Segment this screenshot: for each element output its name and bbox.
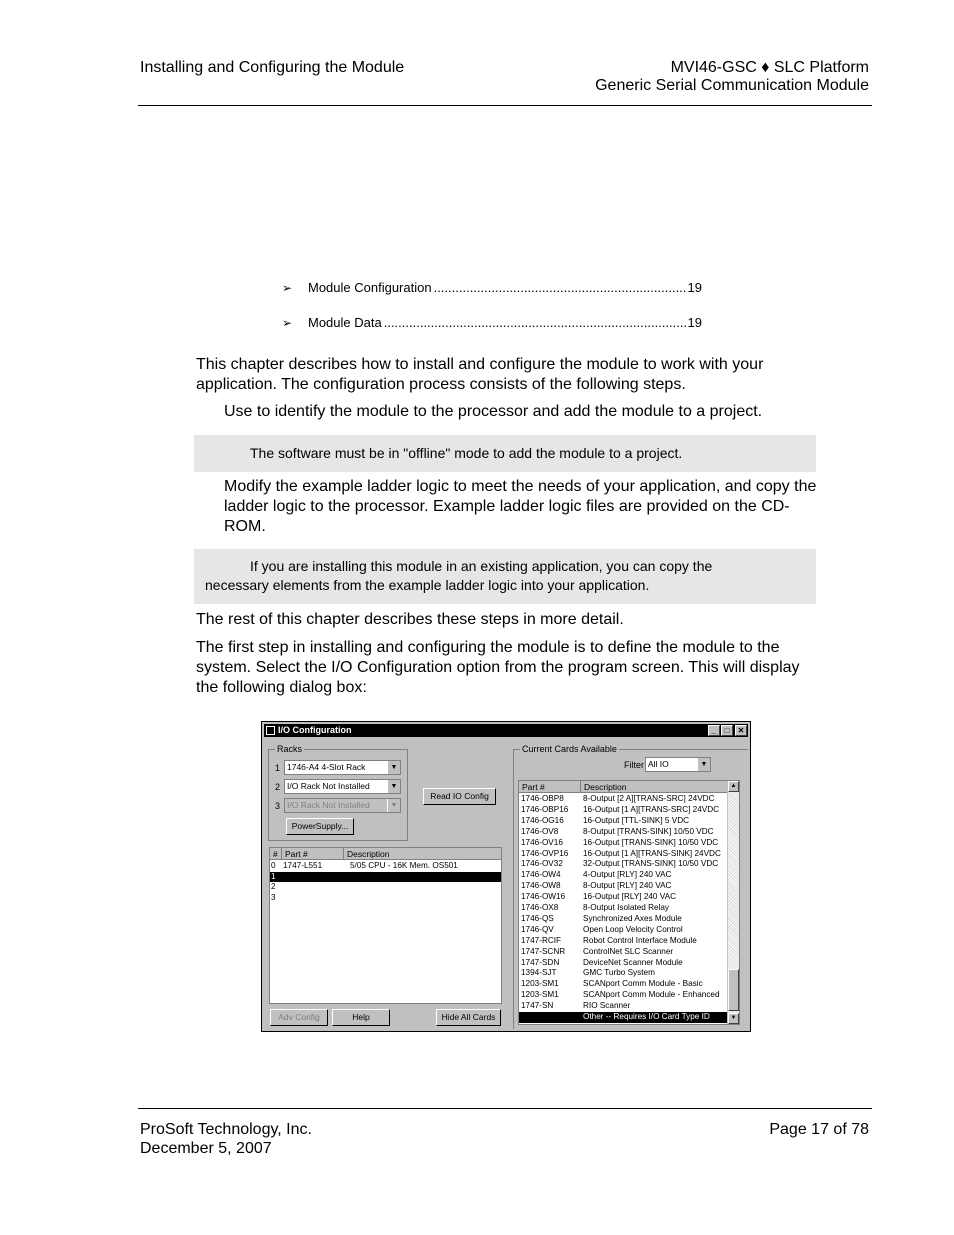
note-existing-application: [194, 549, 816, 604]
rack-2-number: 2: [275, 782, 281, 792]
first-step-paragraph: The first step in installing and configuring the module is to define the module to the system. Select the I/O Configuration option from the program screen. This will display the following dialog box:: [196, 639, 800, 696]
arrow-bullet-icon: ➢: [282, 281, 293, 295]
card-desc: 16-Output [TTL-SINK] 5 VDC: [583, 815, 690, 825]
card-part: 1746-OG16: [521, 815, 564, 825]
rack-1-select[interactable]: [284, 760, 401, 775]
window-icon: [266, 726, 275, 735]
scroll-down-icon[interactable]: ▼: [728, 1013, 739, 1024]
card-row[interactable]: [519, 827, 727, 838]
card-part: 1746-QV: [521, 924, 554, 934]
filter-value: All IO: [648, 759, 669, 769]
toc-label: Module Configuration: [308, 280, 432, 295]
power-supply-button[interactable]: PowerSupply...: [286, 818, 354, 835]
note-text: The software must be in "offline" mode to add the module to a project.: [250, 445, 683, 461]
card-part: 1394-SJT: [521, 968, 557, 978]
footer-rule: [138, 1108, 872, 1109]
card-desc: RIO Scanner: [583, 1001, 631, 1011]
toc-leader: [384, 315, 686, 330]
hide-all-cards-button[interactable]: Hide All Cards: [436, 1009, 501, 1026]
card-desc: Robot Control Interface Module: [583, 935, 697, 945]
read-io-config-button[interactable]: Read IO Config: [423, 788, 496, 805]
slots-header-part[interactable]: Part #: [282, 848, 344, 860]
rack-3-select: [284, 798, 401, 813]
chevron-down-icon[interactable]: ▼: [387, 761, 400, 774]
scroll-thumb[interactable]: [728, 969, 739, 1011]
card-row[interactable]: [519, 925, 727, 936]
slots-header-desc[interactable]: Description: [344, 848, 502, 860]
note-text-line2: necessary elements from the example ladder logic into your application.: [205, 577, 650, 593]
rack-1-value: 1746-A4 4-Slot Rack: [287, 762, 366, 772]
step-2: Modify the example ladder logic to meet the needs of your application, and copy the ladder logic to the processor. Example ladder logic files are provided on the CD-ROM.: [224, 478, 817, 535]
card-row[interactable]: [519, 903, 727, 914]
step-1: Use to identify the module to the processor and add the module to a project.: [224, 403, 763, 420]
io-configuration-dialog: [261, 721, 751, 1032]
intro-paragraph: This chapter describes how to install and configure the module to work with your application. The configuration process consists of the following steps.: [196, 356, 764, 393]
current-cards-legend: Current Cards Available: [522, 744, 617, 754]
card-row[interactable]: [519, 914, 727, 925]
card-part: 1746-OW8: [521, 881, 561, 891]
chevron-down-icon[interactable]: ▼: [697, 758, 710, 771]
rack-2-value: I/O Rack Not Installed: [287, 781, 370, 791]
card-desc: 32-Output [TRANS-SINK] 10/50 VDC: [583, 859, 719, 869]
cards-list[interactable]: [518, 780, 740, 1025]
card-row[interactable]: [519, 936, 727, 947]
card-desc: 8-Output Isolated Relay: [583, 903, 670, 912]
dialog-titlebar[interactable]: [264, 724, 748, 737]
note-offline: [194, 435, 816, 472]
slot-num: 1: [271, 871, 276, 881]
card-row[interactable]: [519, 849, 727, 860]
scroll-up-icon[interactable]: ▲: [728, 781, 739, 792]
card-row[interactable]: [519, 1001, 727, 1012]
racks-legend: Racks: [277, 744, 303, 754]
card-row[interactable]: [519, 892, 727, 903]
slot-row[interactable]: [270, 893, 501, 904]
card-row[interactable]: [519, 958, 727, 969]
card-part: 1746-OV32: [521, 859, 563, 869]
cards-scrollbar[interactable]: [727, 781, 739, 1024]
slots-list[interactable]: [269, 847, 502, 1004]
card-part: 1203-SM1: [521, 990, 559, 1000]
card-row[interactable]: [519, 881, 727, 892]
toc-page: 19: [687, 315, 702, 330]
card-desc: ControlNet SLC Scanner: [583, 946, 674, 956]
header-subtitle: Generic Serial Communication Module: [595, 77, 869, 94]
card-desc: 16-Output [1 A][TRANS-SINK] 24VDC: [583, 848, 721, 858]
slot-row[interactable]: [270, 882, 501, 893]
slots-header-num[interactable]: #: [270, 848, 282, 860]
card-row[interactable]: [519, 859, 727, 870]
card-row[interactable]: [519, 947, 727, 958]
card-part: 1746-OV8: [521, 826, 559, 836]
header-product: MVI46-GSC ♦ SLC Platform: [670, 59, 869, 76]
card-desc: Synchronized Axes Module: [583, 913, 682, 923]
card-desc: 8-Output [2 A][TRANS-SRC] 24VDC: [583, 794, 715, 803]
card-part: 1747-SDN: [521, 957, 560, 967]
footer-company: ProSoft Technology, Inc.: [140, 1121, 312, 1138]
dialog-title: I/O Configuration: [278, 725, 352, 735]
slot-desc: 5/05 CPU - 16K Mem. OS501: [350, 861, 458, 870]
card-part: 1746-OX8: [521, 903, 559, 912]
close-icon[interactable]: ✕: [735, 725, 747, 736]
card-part: 1746-OW16: [521, 892, 566, 902]
cards-header-desc[interactable]: Description: [581, 781, 729, 793]
note-text-line1: If you are installing this module in an existing application, you can copy the: [250, 558, 713, 574]
card-row[interactable]: [519, 870, 727, 881]
slot-row[interactable]: [270, 872, 501, 883]
filter-select[interactable]: [645, 757, 711, 772]
cards-header-part[interactable]: Part #: [519, 781, 581, 793]
header-rule: [138, 105, 872, 106]
card-desc: Other -- Requires I/O Card Type ID: [583, 1012, 710, 1021]
card-part: 1747-RCIF: [521, 935, 562, 945]
rest-paragraph: The rest of this chapter describes these steps in more detail.: [196, 611, 624, 628]
toc-leader: [434, 280, 686, 295]
card-row[interactable]: [519, 968, 727, 979]
footer-page-number: Page 17 of 78: [769, 1121, 869, 1138]
help-button[interactable]: Help: [332, 1009, 390, 1026]
slot-row[interactable]: [270, 861, 501, 872]
adv-config-button: Adv Config: [270, 1009, 328, 1026]
slot-num: 0: [271, 861, 276, 870]
chevron-down-icon: ▼: [387, 799, 400, 812]
card-part: 1747-SCNR: [521, 946, 566, 956]
card-part: 1746-OBP16: [521, 804, 569, 814]
footer-date: December 5, 2007: [140, 1140, 272, 1157]
card-desc: 8-Output [TRANS-SINK] 10/50 VDC: [583, 826, 714, 836]
card-desc: DeviceNet Scanner Module: [583, 957, 683, 967]
card-row[interactable]: [519, 1012, 727, 1023]
minimize-icon[interactable]: _: [708, 725, 720, 736]
card-desc: GMC Turbo System: [583, 968, 655, 978]
card-desc: 8-Output [RLY] 240 VAC: [583, 881, 672, 891]
slot-num: 2: [271, 882, 276, 891]
header-title: Installing and Configuring the Module: [140, 59, 405, 76]
card-desc: SCANport Comm Module - Basic: [583, 979, 703, 989]
slot-num: 3: [271, 892, 276, 902]
maximize-icon[interactable]: □: [721, 725, 733, 736]
rack-3-value: I/O Rack Not Installed: [287, 800, 370, 810]
card-part: 1746-OW4: [521, 870, 561, 880]
card-row[interactable]: [519, 805, 727, 816]
card-part: 1746-OVP16: [521, 848, 569, 858]
card-desc: 16-Output [TRANS-SINK] 10/50 VDC: [583, 837, 719, 847]
card-row[interactable]: [519, 990, 727, 1001]
card-row[interactable]: [519, 816, 727, 827]
card-row[interactable]: [519, 838, 727, 849]
rack-3-number: 3: [275, 801, 281, 811]
filter-label: Filter: [624, 760, 644, 770]
card-desc: 16-Output [1 A][TRANS-SRC] 24VDC: [583, 804, 720, 814]
card-row[interactable]: [519, 979, 727, 990]
toc-entry-module-configuration[interactable]: [282, 280, 702, 295]
arrow-bullet-icon: ➢: [282, 316, 293, 330]
card-part: 1747-SN: [521, 1001, 554, 1011]
rack-2-select[interactable]: [284, 779, 401, 794]
card-desc: Open Loop Velocity Control: [583, 924, 683, 934]
slot-part: 1747-L551: [283, 861, 323, 870]
toc-page: 19: [687, 280, 702, 295]
rack-1-number: 1: [275, 763, 281, 773]
card-part: 1746-OV16: [521, 837, 563, 847]
toc-entry-module-data[interactable]: [282, 315, 702, 330]
card-desc: SCANport Comm Module - Enhanced: [583, 990, 720, 1000]
card-part: 1203-SM1: [521, 979, 559, 989]
card-desc: 4-Output [RLY] 240 VAC: [583, 870, 672, 880]
card-row[interactable]: [519, 794, 727, 805]
card-desc: 16-Output [RLY] 240 VAC: [583, 892, 676, 902]
card-part: 1746-OBP8: [521, 794, 564, 803]
chevron-down-icon[interactable]: ▼: [387, 780, 400, 793]
card-part: 1746-QS: [521, 913, 554, 923]
toc-label: Module Data: [308, 315, 382, 330]
